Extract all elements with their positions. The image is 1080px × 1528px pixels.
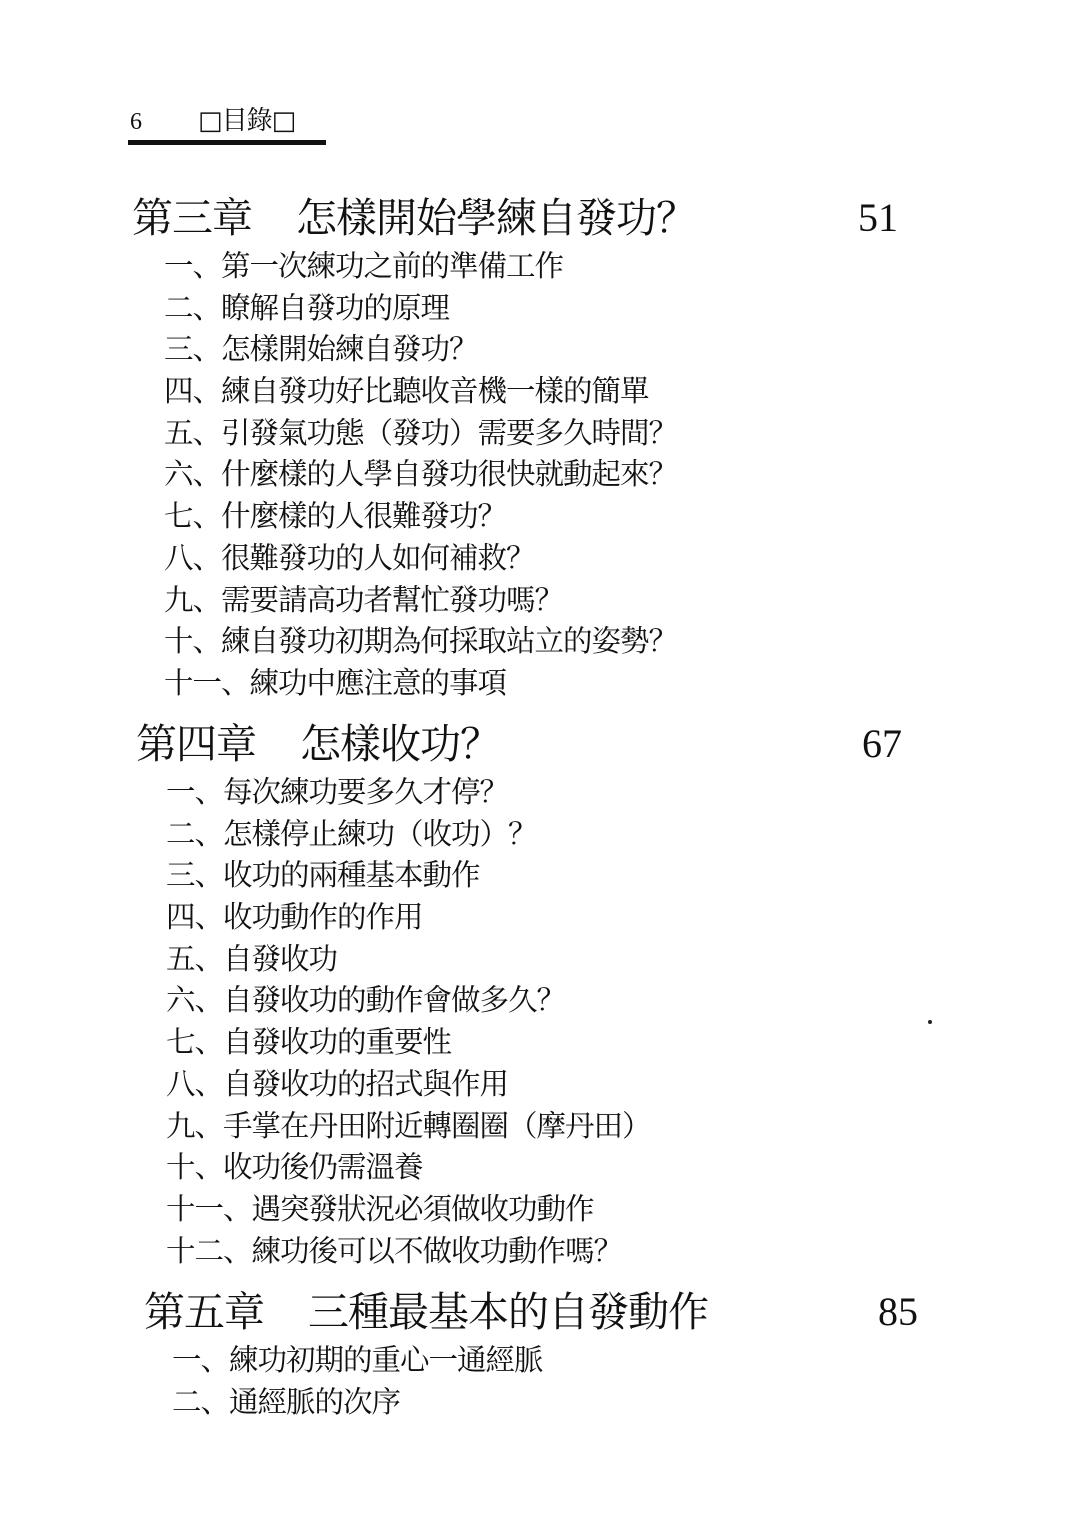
toc-entry: 二、怎樣停止練功（收功）？ xyxy=(166,816,537,851)
toc-entry: 七、自發收功的重要性 xyxy=(166,1025,452,1060)
toc-entry: 十一、練功中應注意的事項 xyxy=(164,665,507,700)
toc-entry: 三、收功的兩種基本動作 xyxy=(166,858,480,893)
toc-entry: 十、收功後仍需溫養 xyxy=(166,1150,423,1185)
section-list-chapter-5 xyxy=(172,1340,872,1423)
chapter-name: 三種最基本的自發動作 xyxy=(308,1288,708,1336)
toc-entry: 十、練自發功初期為何採取站立的姿勢？ xyxy=(164,624,678,659)
scan-speck xyxy=(928,1020,932,1024)
chapter-name: 怎樣收功？ xyxy=(300,720,500,768)
toc-entry: 六、什麼樣的人學自發功很快就動起來？ xyxy=(164,457,678,492)
toc-entry: 八、自發收功的招式與作用 xyxy=(166,1066,509,1101)
chapter-page-number: 51 xyxy=(858,195,898,240)
section-list-chapter-4 xyxy=(166,772,866,1272)
toc-entry: 十一、遇突發狀況必須做收功動作 xyxy=(166,1191,594,1226)
toc-entry: 七、什麼樣的人很難發功？ xyxy=(164,499,507,534)
toc-entry: 八、很難發功的人如何補救？ xyxy=(164,540,535,575)
toc-entry: 四、練自發功好比聽收音機一樣的簡單 xyxy=(164,374,649,409)
chapter-label: 第三章 xyxy=(132,194,252,242)
chapter-heading-3 xyxy=(132,192,912,248)
toc-entry: 九、需要請高功者幫忙發功嗎？ xyxy=(164,582,564,617)
toc-entry: 二、瞭解自發功的原理 xyxy=(164,290,450,325)
toc-entry: 一、練功初期的重心一通經脈 xyxy=(172,1343,543,1377)
chapter-title xyxy=(136,718,500,770)
header-rule xyxy=(128,140,326,145)
chapter-page-number: 85 xyxy=(878,1289,918,1334)
chapter-name: 怎樣開始學練自發功？ xyxy=(296,194,696,242)
chapter-page-number: 67 xyxy=(862,721,902,766)
toc-entry: 五、自發收功 xyxy=(166,941,338,976)
toc-entry: 三、怎樣開始練自發功？ xyxy=(164,332,478,367)
chapter-title xyxy=(144,1286,708,1338)
chapter-heading-4 xyxy=(136,718,916,774)
toc-entry: 二、通經脈的次序 xyxy=(172,1384,401,1419)
page-header xyxy=(128,102,326,146)
toc-entry: 九、手掌在丹田附近轉圈圈（摩丹田） xyxy=(166,1108,651,1143)
chapter-heading-5 xyxy=(144,1286,924,1342)
running-title: □目錄□ xyxy=(198,106,296,136)
chapter-label: 第五章 xyxy=(144,1288,264,1336)
section-list-chapter-3 xyxy=(164,246,864,705)
toc-entry: 五、引發氣功態（發功）需要多久時間？ xyxy=(164,415,678,450)
toc-entry: 六、自發收功的動作會做多久？ xyxy=(166,983,566,1018)
chapter-label: 第四章 xyxy=(136,720,256,768)
page-number: 6 xyxy=(130,109,142,135)
toc-entry: 四、收功動作的作用 xyxy=(166,900,423,935)
toc-entry: 十二、練功後可以不做收功動作嗎？ xyxy=(166,1233,623,1268)
chapter-title xyxy=(132,192,696,244)
toc-entry: 一、每次練功要多久才停？ xyxy=(166,775,509,809)
toc-entry: 一、第一次練功之前的準備工作 xyxy=(164,249,564,283)
